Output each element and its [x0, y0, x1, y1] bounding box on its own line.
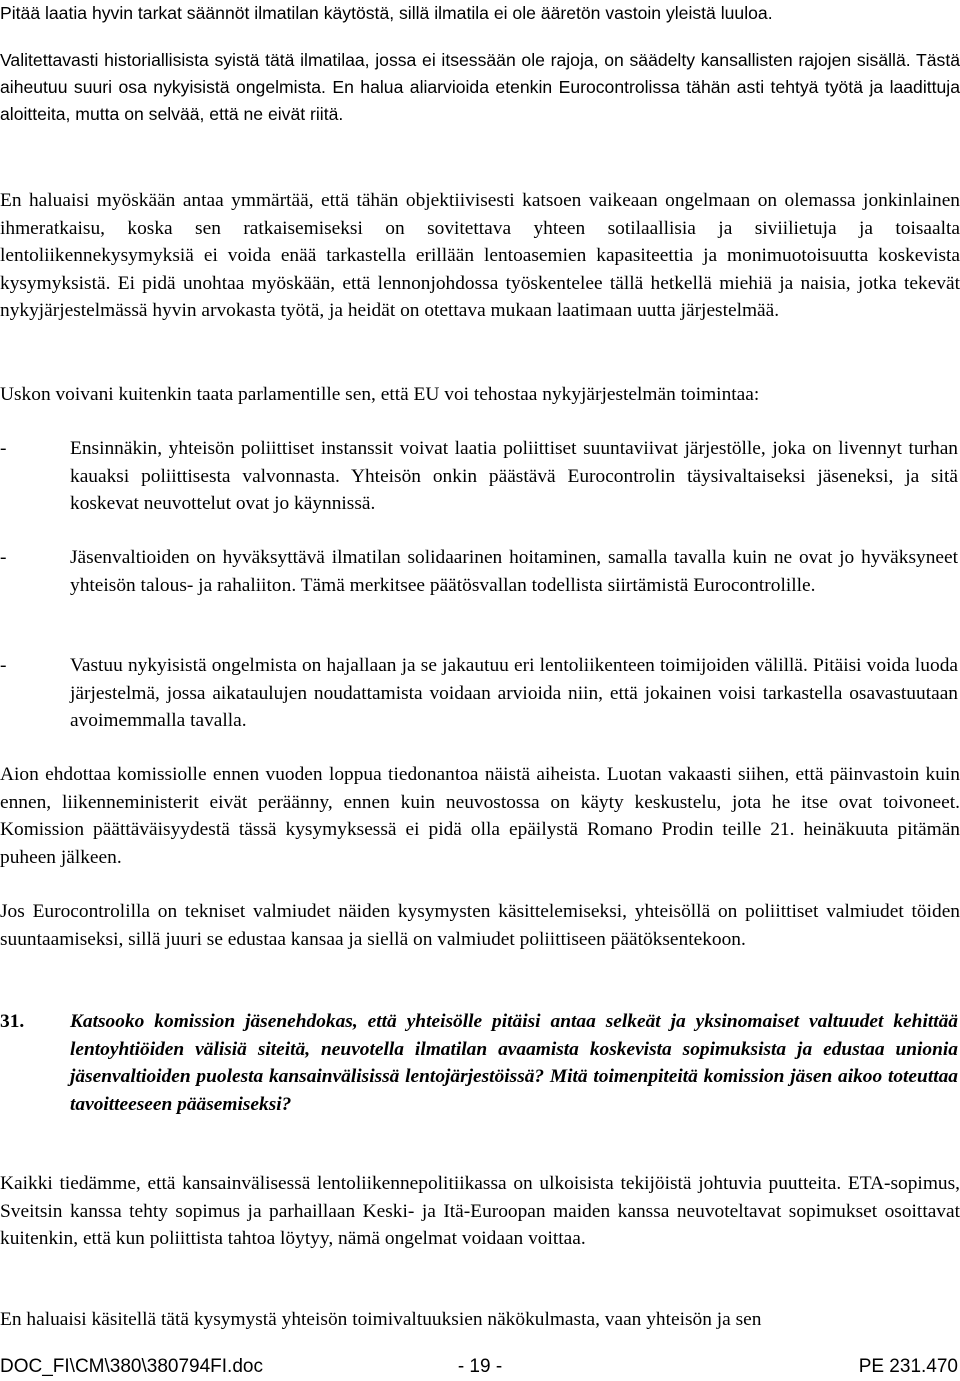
- question-number: 31.: [0, 1011, 25, 1032]
- bullet-dash: -: [0, 438, 7, 459]
- assurance-paragraph: Uskon voivani kuitenkin taata parlamentille sen, että EU voi tehostaa nykyjärjestelmän toimintaa:: [0, 384, 760, 405]
- bullet-text: Vastuu nykyisistä ongelmista on hajallaan ja se jakautuu eri lentoliikenteen toimijoiden välillä. Pitäisi voida luoda järjestelmä, jossa aikataulujen noudattamista voidaan arvioida niin, että jokainen voisi tarkastella osavastuutaan avoimemmalla tavalla.: [70, 655, 958, 732]
- intro-paragraph-3: En haluaisi myöskään antaa ymmärtää, että tähän objektiivisesti katsoen vaikeaan ongelmaan on olemassa jonkinlainen ihmeratkaisu, koska sen ratkaisemiseksi on sovitettava yhteen sotilaallisia ja siviilietuja ja toisaalta lentoliikennekysymyksiä ei voida enää tarkastella erillään lentoasemien kapasiteettia ja monimuotoisuutta koskevista kysymyksistä. Ei pidä unohtaa myöskään, että lennonjohdossa työskentelee tällä hetkellä miehiä ja naisia, jotka tekevät nykyjärjestelmässä hyvin arvokasta työtä, ja heidät on otettava mukaan laatimaan uutta järjestelmää.: [0, 190, 960, 322]
- intro-block: [0, 0, 960, 128]
- eurocontrol-paragraph: Jos Eurocontrolilla on tekniset valmiudet näiden kysymysten käsittelemiseksi, yhteisöllä on poliittiset valmiudet töiden suuntaamiseksi, sillä juuri se edustaa kansaa ja siellä on valmiudet poliittiseen päätöksentekoon.: [0, 901, 960, 950]
- answer-paragraph-2: En haluaisi käsitellä tätä kysymystä yhteisön toimivaltuuksien näkökulmasta, vaan yhteisön ja sen: [0, 1309, 762, 1330]
- footer-pe-number: PE 231.470: [858, 1356, 958, 1377]
- intro-paragraph-1: Pitää laatia hyvin tarkat säännöt ilmatilan käytöstä, sillä ilmatila ei ole ääretön vastoin yleistä luuloa.: [0, 3, 773, 23]
- bullet-text: Ensinnäkin, yhteisön poliittiset instanssit voivat laatia poliittiset suuntaviivat järjestölle, joka on livennyt turhan kauaksi poliittisesta valvonnasta. Yhteisön onkin päästävä Eurocontrolin täysivaltaiseksi jäseneksi, ja sitä koskevat neuvottelut ovat jo käynnissä.: [70, 438, 958, 515]
- bullet-dash: -: [0, 655, 7, 676]
- footer-doc-reference: DOC_FI\CM\380\380794FI.doc: [0, 1356, 263, 1377]
- answer-paragraph-1: Kaikki tiedämme, että kansainvälisessä lentoliikennepolitiikassa on ulkoisista tekijöistä johtuvia puutteita. ETA-sopimus, Sveitsin kanssa tehty sopimus ja parhaillaan Keski- ja Itä-Euroopan maiden kanssa neuvoteltavat sopimukset osoittavat kuitenkin, että kun poliittista tahtoa löytyy, nämä ongelmat voidaan voittaa.: [0, 1173, 960, 1250]
- bullet-dash: -: [0, 547, 7, 568]
- footer-page-number: - 19 -: [457, 1356, 503, 1377]
- page-footer: [0, 1353, 960, 1381]
- commission-paragraph: Aion ehdottaa komissiolle ennen vuoden loppua tiedonantoa näistä aiheista. Luotan vakaasti siihen, että päinvastoin kuin ennen, liikenneministerit eivät peräänny, ennen kuin neuvostossa on käyty keskustelu, jota he itse ovat toivoneet. Komission päättäväisyydestä tässä kysymyksessä ei pidä olla epäilystä Romano Prodin teille 21. heinäkuuta pitämän puheen jälkeen.: [0, 764, 960, 868]
- intro-paragraph-2: Valitettavasti historiallisista syistä tätä ilmatilaa, jossa ei itsessään ole rajoja, on säädelty kansallisten rajojen sisällä. Tästä aiheutuu suuri osa nykyisistä ongelmista. En halua aliarvioida etenkin Eurocontrolissa tähän asti tehtyä työtä ja laadittuja aloitteita, mutta on selvää, että ne eivät riitä.: [0, 50, 960, 124]
- question-text: Katsooko komission jäsenehdokas, että yhteisölle pitäisi antaa selkeät ja yksinomaiset valtuudet kehittää lentoyhtiöiden välisiä siteitä, neuvotella ilmatilan avaamista koskevista sopimuksista ja edustaa unionia jäsenvaltioiden puolesta kansainvälisissä lentojärjestöissä? Mitä toimenpiteitä komission jäsen aikoo toteuttaa tavoitteeseen pääsemiseksi?: [70, 1011, 958, 1115]
- bullet-text: Jäsenvaltioiden on hyväksyttävä ilmatilan solidaarinen hoitaminen, samalla tavalla kuin ne ovat jo hyväksyneet yhteisön talous- ja rahaliiton. Tämä merkitsee päätösvallan todellista siirtämistä Eurocontrolille.: [70, 547, 958, 596]
